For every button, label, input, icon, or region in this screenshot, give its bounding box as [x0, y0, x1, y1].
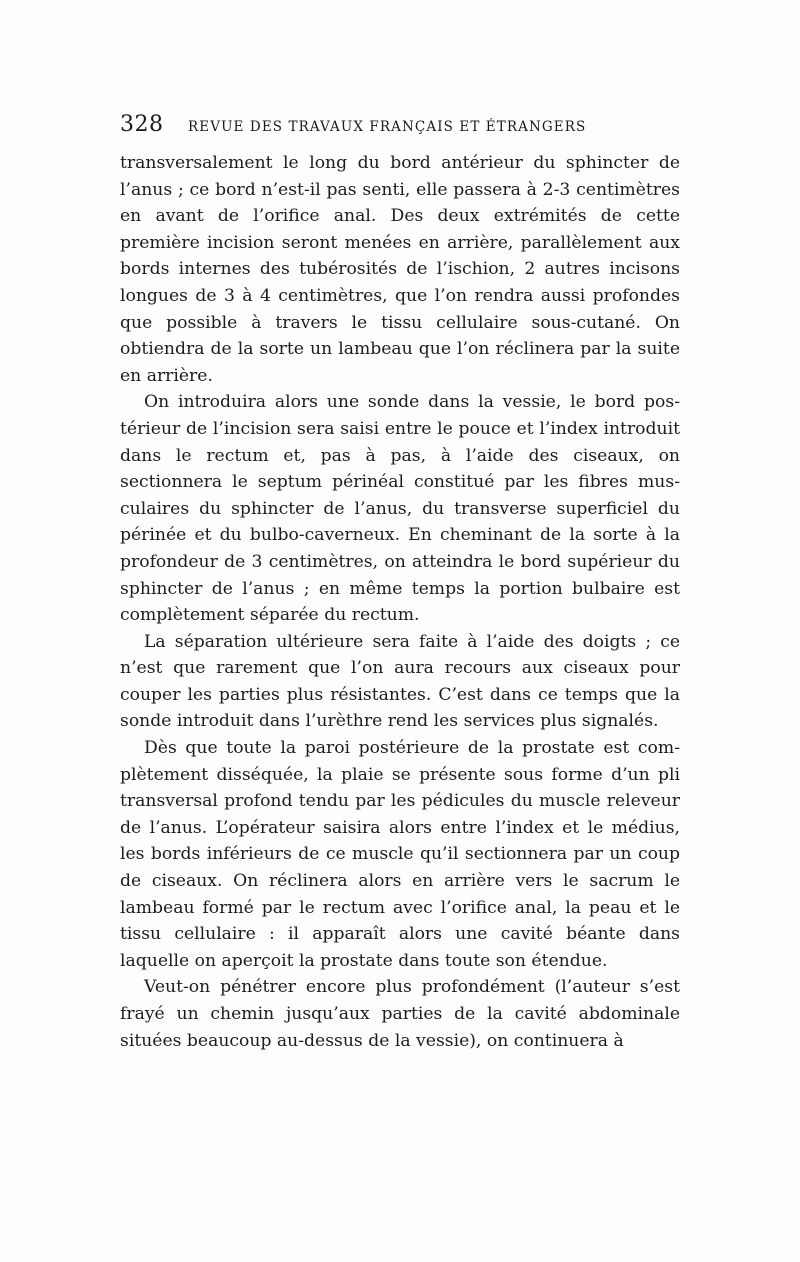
paragraph-4: Dès que toute la paroi postérieure de la prostate est complètement disséquée, la plaie se présente sous forme d’un pli transversal profond tendu par les pédicules du muscle releveur de l’anus. L’opérateur saisira alors entre l’index et le médius, les bords inférieurs de ce muscle qu’il sectionnera par un coup de ciseaux. On réclinera alors en arrière vers le sacrum le lambeau formé par le rectum avec l’orifice anal, la peau et le tissu cellulaire : il apparaît alors une cavité béante dans laquelle on aperçoit la prostate dans toute son étendue.: [120, 738, 680, 971]
running-title: REVUE DES TRAVAUX FRANÇAIS ET ÉTRANGERS: [188, 119, 587, 135]
paragraph-2: On introduira alors une sonde dans la vessie, le bord postérieur de l’incision sera saisi entre le pouce et l’index introduit dans le rectum et, pas à pas, à l’aide des ciseaux, on sectionnera le septum périnéal constitué par les fibres musculaires du sphincter de l’anus, du transverse superficiel du périnée et du bulbo-caverneux. En cheminant de la sorte à la profondeur de 3 centimètres, on atteindra le bord supérieur du sphincter de l’anus ; en même temps la portion bulbaire est complètement séparée du rectum.: [120, 392, 680, 626]
paragraph-1: transversalement le long du bord antérieur du sphincter de l’anus ; ce bord n’est-il pas senti, elle passera à 2-3 centimètres en avant de l’orifice anal. Des deux extrémités de cette première incision seront menées en arrière, parallèlement aux bords internes des tubérosités de l’ischion, 2 autres incisons longues de 3 à 4 centimètres, que l’on rendra aussi profondes que possible à travers le tissu cellulaire sous-cutané. On obtiendra de la sorte un lambeau que l’on réclinera par la suite en arrière.: [120, 153, 680, 386]
page-header: [120, 112, 680, 146]
page-number: 328: [120, 112, 164, 137]
body-text: [120, 150, 680, 1054]
paragraph-3: La séparation ultérieure sera faite à l’aide des doigts ; ce n’est que rarement que l’on aura recours aux ciseaux pour couper les parties plus résistantes. C’est dans ce temps que la sonde introduit dans l’urèthre rend les services plus signalés.: [120, 631, 680, 732]
paragraph-5: Veut-on pénétrer encore plus profondément (l’auteur s’est frayé un chemin jusqu’aux parties de la cavité abdominale situées beaucoup au-dessus de la vessie), on continuera à: [120, 977, 680, 1051]
